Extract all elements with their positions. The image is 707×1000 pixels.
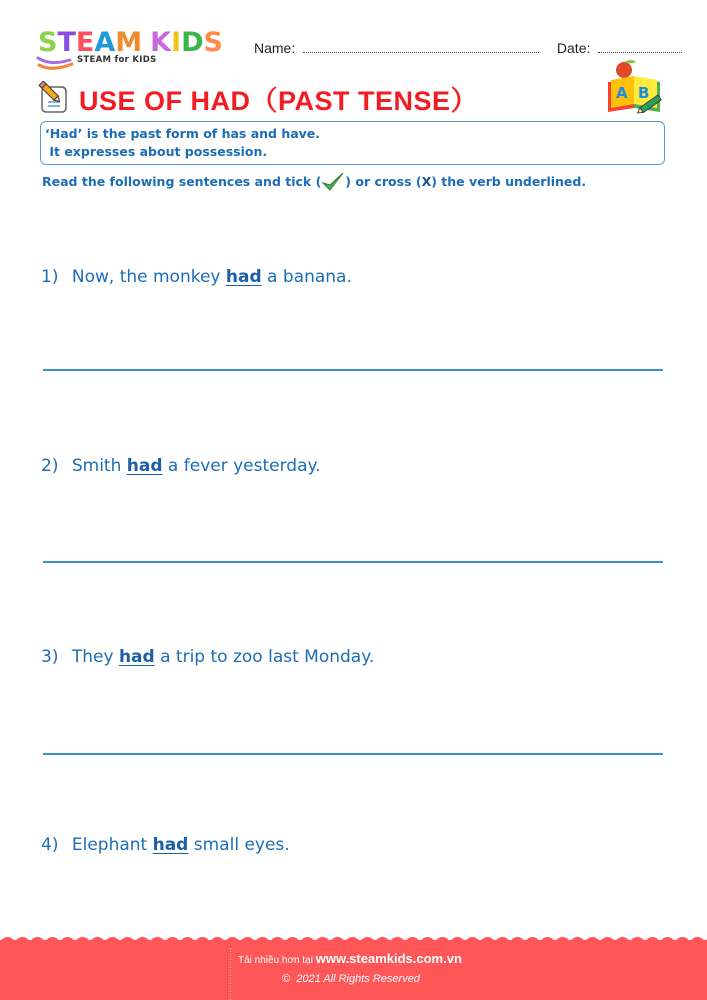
question-text: Elephant (71, 835, 153, 855)
steam-kids-logo (36, 28, 236, 72)
svg-text:B: B (638, 84, 650, 102)
footer-website-link[interactable]: www.steamkids.com.vn (315, 951, 462, 966)
worksheet-title-row (37, 80, 478, 116)
date-input-line[interactable] (598, 43, 682, 53)
question-3 (41, 647, 374, 667)
grammar-info-box (40, 121, 665, 165)
question-number: 2) (41, 456, 59, 476)
question-text: small eyes. (188, 835, 290, 855)
question-2 (41, 456, 321, 476)
logo-tagline: STEAM for KIDS (77, 55, 157, 65)
logo-letter: E (75, 27, 95, 58)
logo-letter: I (171, 27, 182, 58)
underlined-verb: had (152, 835, 189, 855)
name-label: Name: (254, 40, 296, 56)
logo-letter: T (57, 27, 76, 58)
instruction-text (42, 174, 586, 189)
question-text: a fever yesterday. (162, 456, 321, 476)
logo-letter: S (38, 27, 58, 58)
instruction-part-2: ) or cross ( (345, 174, 422, 189)
pencil-paper-icon (37, 81, 71, 115)
footer-download-text (238, 951, 462, 966)
page-title: USE OF HAD（PAST TENSE） (79, 85, 479, 116)
underlined-verb: had (126, 456, 163, 476)
logo-letter: M (115, 27, 143, 58)
question-number: 3) (41, 647, 59, 667)
question-1 (41, 267, 352, 287)
checkmark-icon (321, 171, 345, 193)
question-number: 4) (41, 835, 59, 855)
smile-swoosh-icon (36, 56, 76, 72)
footer-bar (0, 940, 707, 1000)
footer-copyright: © 2021 All Rights Reserved (282, 973, 420, 985)
question-4 (41, 835, 290, 855)
question-text: a trip to zoo last Monday. (154, 647, 375, 667)
name-date-fields (254, 40, 682, 56)
question-text: Smith (71, 456, 127, 476)
logo-letter: A (94, 27, 116, 58)
footer-divider (230, 948, 231, 1000)
question-text: Now, the monkey (71, 267, 226, 287)
logo-letter: D (181, 27, 204, 58)
svg-text:A: A (616, 84, 628, 102)
footer-prefix: Tải nhiều hơn tại (238, 955, 316, 966)
logo-letter: K (150, 27, 172, 58)
info-line-2: It expresses about possession. (45, 144, 268, 159)
date-label: Date: (556, 40, 591, 56)
abc-book-apple-icon (604, 58, 666, 116)
question-text: a banana. (261, 267, 352, 287)
instruction-part-3: ) the verb underlined. (431, 174, 587, 189)
instruction-part-1: Read the following sentences and tick ( (42, 174, 322, 189)
underlined-verb: had (225, 267, 262, 287)
question-text: They (71, 647, 119, 667)
underlined-verb: had (118, 647, 155, 667)
answer-line-2[interactable] (43, 561, 663, 563)
logo-letter: S (203, 27, 223, 58)
question-number: 1) (41, 267, 59, 287)
logo-wordmark (38, 28, 223, 58)
info-line-1: ‘Had’ is the past form of has and have. (45, 126, 321, 141)
answer-line-1[interactable] (43, 369, 663, 371)
name-input-line[interactable] (303, 43, 539, 53)
answer-line-3[interactable] (43, 753, 663, 755)
cross-mark-icon: X (421, 174, 432, 189)
